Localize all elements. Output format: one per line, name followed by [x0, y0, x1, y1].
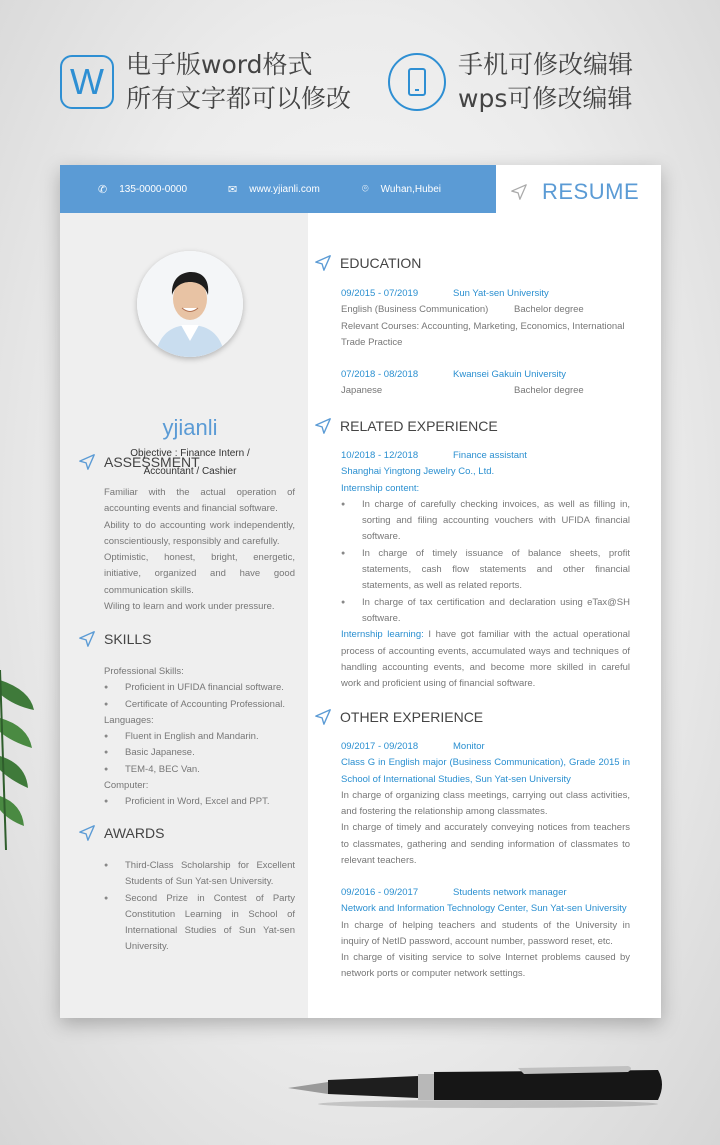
exp-role: Students network manager — [453, 887, 567, 898]
assessment-line: Optimistic, honest, bright, energetic, initiative, organized and have good communication skills. — [104, 552, 295, 596]
skill-item: ● Proficient in UFIDA financial software. — [104, 680, 295, 696]
edu-major: English (Business Communication) — [341, 304, 489, 316]
paper-plane-icon — [78, 630, 96, 648]
education-entry — [341, 286, 630, 351]
mobile-edit-feature — [388, 48, 633, 116]
word-icon — [60, 55, 114, 109]
left-column — [60, 213, 308, 1018]
edu-major: Japanese — [341, 385, 383, 397]
feature-line: 手机可修改编辑 — [458, 50, 634, 79]
paper-plane-icon — [78, 453, 96, 471]
exp-date: 09/2016 - 09/2017 — [341, 887, 419, 898]
feature-line: wps可修改编辑 — [458, 84, 633, 113]
assessment-line: Familiar with the actual operation of accounting events and financial software. — [104, 487, 295, 515]
exp-learning-text: I have got familiar with the actual operational process of accounting events, accumulated ways and techniques of handling accounting events, and become more skilled in careful work and proficient using of financial software. — [341, 629, 630, 690]
section-title: AWARDS — [104, 825, 165, 841]
resume-title: RESUME — [542, 179, 640, 204]
edu-degree: Bachelor degree — [514, 304, 584, 316]
exp-line: In charge of helping teachers and students of the University in inquiry of NetID password, account number, password reset, etc. — [341, 919, 630, 947]
contact-bar — [60, 165, 496, 213]
exp-item: ● In charge of carefully checking invoices, as well as filling in, sorting and filing accounting vouchers with UFIDA financial software. — [341, 497, 630, 546]
exp-item: ● In charge of tax certification and declaration using eTax@SH software. — [341, 595, 630, 628]
exp-line: In charge of visiting service to solve Internet problems caused by network ports or computer network settings. — [341, 952, 630, 980]
awards-text — [104, 858, 295, 956]
feature-line: 电子版word格式 — [126, 50, 313, 79]
leaf-decoration — [0, 670, 40, 870]
skills-heading — [78, 630, 151, 648]
location-text: Wuhan,Hubei — [380, 183, 442, 195]
skill-item: ● Basic Japanese. — [104, 745, 295, 761]
resume-page — [60, 165, 661, 1018]
mail-icon: ✉ — [228, 183, 238, 196]
objective-line: Objective : Finance Intern / — [130, 448, 250, 459]
exp-line: In charge of organizing class meetings, carrying out class activities, and fostering the relationship among classmates. — [341, 789, 630, 818]
pen-decoration — [288, 1060, 668, 1110]
exp-role: Finance assistant — [453, 450, 527, 461]
contact-website — [228, 165, 320, 213]
contact-location — [362, 165, 441, 213]
person-avatar-icon — [137, 251, 243, 357]
skill-item: ● Certificate of Accounting Professional. — [104, 697, 295, 713]
skill-item: ● TEM-4, BEC Van. — [104, 762, 295, 778]
candidate-name: yjianli — [162, 415, 218, 440]
edu-school: Sun Yat-sen University — [453, 288, 549, 299]
edu-courses: Relevant Courses: Accounting, Marketing, Economics, International Trade Practice — [341, 320, 625, 348]
skills-label: Computer: — [104, 780, 149, 792]
section-title: RELATED EXPERIENCE — [340, 418, 498, 434]
section-title: SKILLS — [104, 631, 152, 647]
location-pin-icon: ⌾ — [362, 182, 369, 195]
profile-photo — [137, 251, 243, 357]
paper-plane-icon — [78, 824, 96, 842]
website-text: www.yjianli.com — [249, 183, 320, 195]
other-experience-entry — [341, 739, 630, 869]
exp-learning-label: Internship learning: — [341, 629, 424, 641]
skill-item: ● Fluent in English and Mandarin. — [104, 729, 295, 745]
paper-plane-icon — [314, 254, 332, 272]
exp-org: Class G in English major (Business Communication), Grade 2015 in School of International Studies, Sun Yat-sen University — [341, 757, 630, 785]
assessment-line: Ability to do accounting work independently, conscientiously, responsibly and carefully. — [104, 519, 295, 547]
paper-plane-icon — [314, 708, 332, 726]
skills-label: Professional Skills: — [104, 666, 184, 677]
section-title: EDUCATION — [340, 255, 422, 271]
paper-plane-icon — [314, 417, 332, 435]
assessment-text — [104, 485, 295, 615]
phone-handset-icon: ✆ — [98, 183, 108, 196]
exp-line: In charge of timely and accurately conveying notices from teachers to classmates, gathering and sending information of classmates to relevant teachers. — [341, 822, 630, 867]
award-item: ● Third-Class Scholarship for Excellent Students of Sun Yat-sen University. — [104, 858, 295, 891]
award-item: ● Second Prize in Contest of Party Constitution Learning in School of International Studies of Sun Yat-sen University. — [104, 891, 295, 956]
exp-learning — [341, 627, 630, 692]
other-experience-entry — [341, 885, 630, 983]
assessment-heading — [78, 453, 200, 471]
word-icon-letter: W — [70, 61, 104, 102]
skills-text — [104, 664, 295, 811]
exp-date: 10/2018 - 12/2018 — [341, 450, 419, 461]
edu-degree: Bachelor degree — [514, 385, 584, 397]
section-title: ASSESSMENT — [104, 454, 200, 470]
phone-icon — [388, 53, 446, 111]
exp-item: ● In charge of timely issuance of balance sheets, profit statements, cash flow statements and other financial statements, as well as related reports. — [341, 546, 630, 595]
exp-role: Monitor — [453, 741, 485, 752]
awards-heading — [78, 824, 164, 842]
edu-school: Kwansei Gakuin University — [453, 369, 566, 380]
related-experience-heading — [314, 417, 498, 435]
assessment-line: Wiling to learn and work under pressure. — [104, 601, 275, 613]
education-heading — [314, 254, 421, 272]
objective-line: Accountant / Cashier — [143, 466, 237, 477]
exp-date: 09/2017 - 09/2018 — [341, 741, 419, 752]
exp-org: Network and Information Technology Center, Sun Yat-sen University — [341, 903, 627, 915]
skill-item: ● Proficient in Word, Excel and PPT. — [104, 794, 295, 810]
phone-number: 135-0000-0000 — [119, 183, 188, 195]
other-experience-heading — [314, 708, 483, 726]
feature-line: 所有文字都可以修改 — [126, 84, 352, 113]
exp-company: Shanghai Yingtong Jewelry Co., Ltd. — [341, 466, 495, 478]
promo-banner — [0, 48, 720, 128]
edu-date: 09/2015 - 07/2019 — [341, 288, 419, 299]
paper-plane-icon — [510, 183, 528, 201]
exp-content-label: Internship content: — [341, 482, 420, 494]
education-entry — [341, 367, 630, 400]
word-format-feature — [60, 48, 351, 116]
related-experience-entry — [341, 448, 630, 692]
skills-label: Languages: — [104, 714, 154, 726]
section-title: OTHER EXPERIENCE — [340, 709, 484, 725]
contact-phone — [98, 165, 187, 213]
resume-heading — [510, 179, 639, 205]
edu-date: 07/2018 - 08/2018 — [341, 369, 419, 380]
